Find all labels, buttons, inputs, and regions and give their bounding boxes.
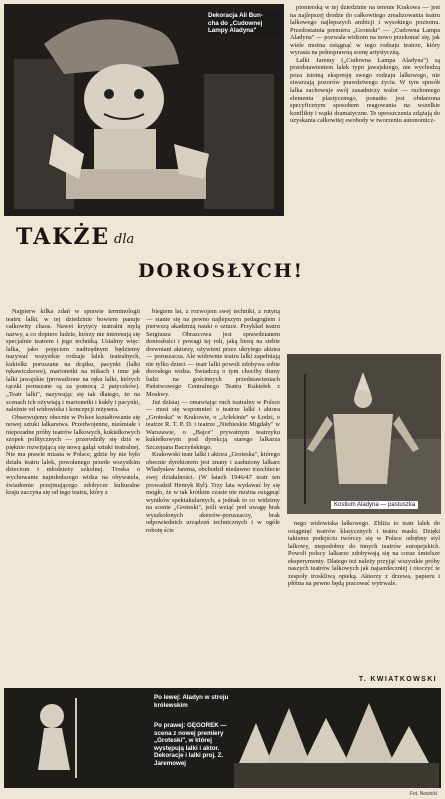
paragraph: Krakowski teatr lalki i aktora „Groteska", którego obecnie dyrektorem jest znany i zasłużony lalkarz Władysław Jarema, obchodził niedawno trzechlecie swej działalności. (W latach 1946/47 teatr ten prowadził Henryk Ryl). Trzy lata wydawać by się mogło, że w tak krótkim czasie nie można osiągnąć wyników spektakularnych, a jednak to co widzimy na scenie „Groteski", jeśli wziąć pod uwagę brak wyszkolonych aktorów-poruszaczy, brak odpowiednich urządzeń technicznych i w ogóle robotę ście	[146, 451, 280, 534]
middle-column	[146, 308, 280, 680]
paragraph: Lalki Jaremy („Cudowna Lampa Aladyna") są przedstawieniem lalek typu jawajskiego, nie wychodzą poza istotną ekspresję swego rodzaju lalkowego, nie stwarzają pozorów prawdziwego życia. W tym sposób lalka zachowuje swój zasadniczy walor — ruchomego elementu plastycznego, ponadto jest obdarzona specyficznym sposobem reagowania na wszelkie konflikty i wątki dramatyczne. Te uproszczenia zdążają do uzyskania całkowitej swobody w tworzeniu autonomicz-	[290, 56, 440, 125]
paragraph: nego widowiska lalkowego. Zbliża to teatr lalek do osiągnięć teatrów klasycznych i teatru maski. Dzięki takiemu podejściu twórczy się w Polsce odrębny styl lalkowy, niepodobny do innych teatrów europejskich. Powoli polscy lalkarze zdobywają się na coraz śmielsze eksperymenty. Dlatego też należy przyjąć wszystkie próby naszych teatrów lalkowych jak najserdeczniej i otoczyć te zespoły troskliwą opieką. Aktorzy z drzewa, papieru i płótna na pewno będą pracować wytrwale.	[288, 520, 440, 588]
paragraph: Najpierw kilka zdań w sprawie terminologii teatru lalki, w tej dziedzinie bowiem panuje całkowity chaos. Nawet krytycy teatralni mylą nazwy, a co dopiero ludzie, którzy nie interesują się specjalnie teatrem i jego techniką. Ustalmy więc: lalka, jako pojęciem nadrzędnym będziemy nazywać wszystkie rodzaje lalek teatralnych, kukiełki poruszane na drążku, pacynki (lalki rękawiczkowe), marionetki na nitkach i inne jak lalki jawajskie (prowadzone na ręku lalki, których rączki poruszane są za pomocą 2 patyczków). „Teatr lalki", nazywając się tak dlatego, że na scenach ich ożywiają i marionetki i kukły i pacynki, zależnie od widowiska i koncepcji reżysera.	[6, 308, 140, 414]
photo-caption-line-2: cha do „Cudownej	[208, 19, 263, 27]
photo-caption-line-3: Lampy Aladyna"	[208, 27, 257, 35]
left-caption-label: Po lewej:	[154, 694, 181, 701]
headline	[8, 224, 305, 294]
photo-credit: Fot. Nowicki	[409, 791, 437, 797]
right-top-text	[290, 4, 440, 350]
left-caption-text: Aladyn w stroju królewskim	[154, 694, 229, 709]
aladdin-costume-image	[287, 354, 441, 514]
right-caption-text: GĘGOREK — scena z nowej premiery „Groteski", w której występują lalki i aktor. Dekoracje i lalki proj. Z. Jaremowej	[154, 722, 227, 767]
costume-caption: Kostium Aladyna — pastuszka	[331, 501, 418, 509]
photo-caption-line-1: Dekoracja Ali Bun-	[208, 12, 263, 19]
author-signature: T. KWIATKOWSKI	[358, 676, 437, 683]
headline-part-3: DOROSŁYCH!	[138, 260, 305, 282]
paragraph: Już dzisiaj — omawiając ruch teatralny w Polsce — musi się wspomnieć o teatrze lalki i aktora „Groteska" w Krakowie, o „Arlekinie" w Łodzi, o teatrze R. T. P. D. i teatrze „Niebieskie Migdały" w Warszawie, o „Bajce" prywatnym teatrzyku kukiełkowym pod dyrekcją starego lalkarza Szczepana Baczyńskiego.	[146, 398, 280, 451]
paragraph: biegiem lat, z rozwojem swej techniki, z rutyną — stanie się na pewno najlepszym pedagogiem i pierwszą akademią nauki o sztuce. Przykład teatru Sergiusza Obrazcowa jest sprawdzianem doniosłości i powagi tej roli, jaką biorą na siebie drewniani aktorzy, ożywieni przez ukrytego aktora — poruszacza. Ale widownie teatru lalki zapełniają nie tylko dzieci — teatr lalki powoli zdobywa sobie dorosłego widza. Świadczą o tym chociby tłumy ludzi na gościnnych przedstawieniach Państwowego Centralnego Teatru Kukiełek z Moskwy.	[146, 308, 280, 399]
paragraph: Obserwujemy obecnie w Polsce kształtowanie się nowej sztuki lalkarstwa. Przedwojenne, nieśmiałe i nieporadne próby teatrów lalkowych, kukiełkowych szopek politycznych — przerodziły się dziś w pięknie rozwijającą się nową gałąź sztuki teatralnej. Nie ma prawie miasta w Polsce, gdzie by nie było działu teatru lalek, powołanego przede wszystkim dzieciom i młodzieży szkolnej. Troska o wychowanie najmłodszego widza na obywatela, świadomie przejmującego zdobycze kulturalne kraju zaczyna się od tego teatru, który z	[6, 413, 140, 497]
left-column	[6, 308, 140, 680]
paragraph: pionierską w tej dziedzinie na terenie Krakowa — jest na najlepszej drodze do całkowitego zrealizowania teatru lalkowego najlepszych ambicji i wysokiego poziomu. Przedostatnia premiera „Groteski" — „Cudowna Lampa Aladyna" — pozwala widzom na nowo przekonać się, jak wiele można osiągnąć w tego rodzaju teatrze, który wyrasta na pełnoprawną scenę artystyczną.	[290, 4, 440, 57]
right-middle-text	[288, 520, 440, 674]
lamp-decoration-image	[4, 4, 284, 216]
bottom-photo	[4, 688, 441, 788]
headline-part-1: TAKŻE	[16, 224, 111, 250]
headline-part-2: dla	[114, 232, 135, 247]
right-caption-label: Po prawej:	[154, 722, 186, 729]
top-photo	[4, 4, 284, 216]
costume-photo	[287, 354, 441, 514]
